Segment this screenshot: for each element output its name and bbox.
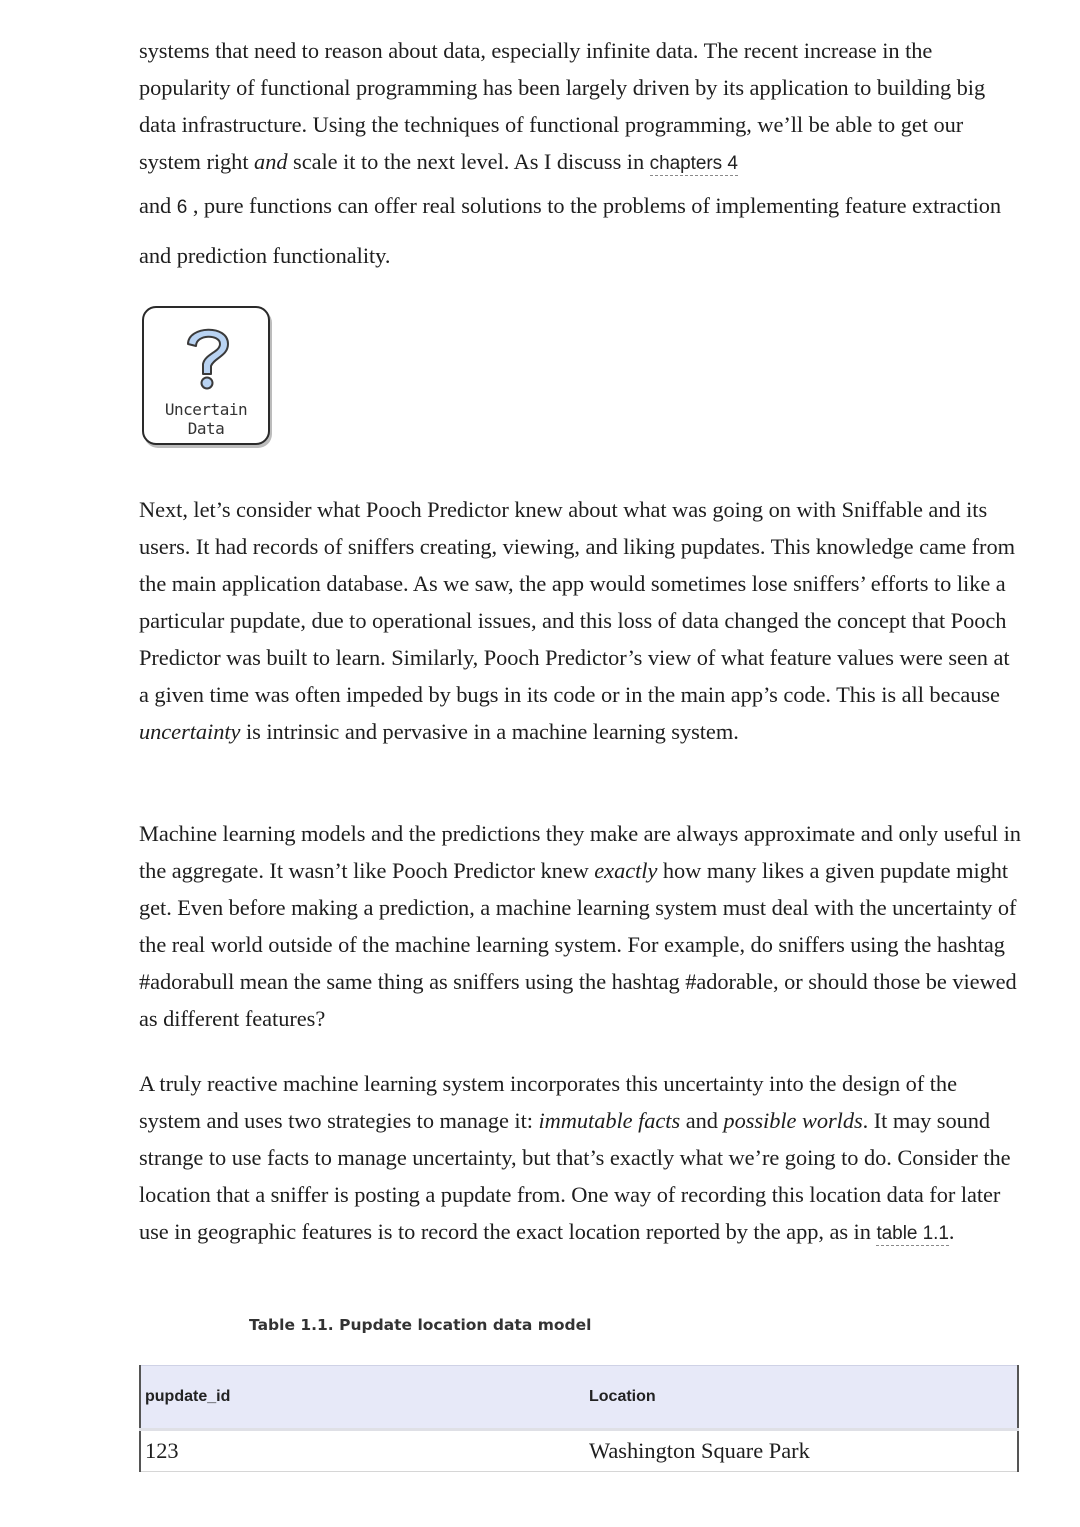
header-location: Location	[585, 1366, 1018, 1430]
emphasis: possible worlds	[723, 1108, 863, 1133]
paragraph-pooch-predictor	[139, 491, 1024, 750]
table-caption: Table 1.1. Pupdate location data model	[249, 1316, 592, 1334]
text: is intrinsic and pervasive in a machine learning system.	[240, 719, 739, 744]
table-header-row	[140, 1366, 1018, 1430]
emphasis: immutable facts	[538, 1108, 681, 1133]
emphasis: uncertainty	[139, 719, 241, 744]
text: how many likes a given pupdate might get. Even before making a prediction, a machine learning system must deal with the uncertainty of the real world outside of the machine learning system. For example, do sniffers using the hashtag #adorabull mean the same thing as sniffers using the hashtag #adorable, or should those be viewed as different features?	[139, 858, 1017, 1031]
paragraph-reactive-system	[139, 1065, 1024, 1252]
uncertain-data-callout	[142, 306, 270, 445]
pupdate-location-table	[139, 1365, 1019, 1472]
table-row	[140, 1430, 1018, 1472]
paragraph-approximate-models	[139, 815, 1024, 1037]
text: Next, let’s consider what Pooch Predictor knew about what was going on with Sniffable and its users. It had records of sniffers creating, viewing, and liking pupdates. This knowledge came from the main application database. As we saw, the app would sometimes lose sniffers’ efforts to like a particular pupdate, due to operational issues, and this loss of data changed the concept that Pooch Predictor was built to learn. Similarly, Pooch Predictor’s view of what feature values were seen at a given time was often impeded by bugs in its code or in the main app’s code. This is all because	[139, 497, 1015, 707]
cell-location: Washington Square Park	[585, 1430, 1018, 1472]
paragraph-functional-programming	[139, 32, 1024, 268]
table-1-1-link[interactable]: table 1.1	[876, 1223, 949, 1244]
text: A truly reactive machine learning system incorporates this uncertainty into the design of the system and uses two strategies to manage it:	[139, 1071, 957, 1133]
text: , pure functions can offer real solutions to the problems of implementing feature extraction and prediction functionality.	[139, 193, 1002, 268]
text: systems that need to reason about data, especially infinite data. The recent increase in the popularity of functional programming has been largely driven by its application to building big data infrastructure. Using the techniques of functional programming, we’ll be able to get our system right	[139, 38, 986, 174]
cell-pupdate-id: 123	[140, 1430, 585, 1472]
text: . It may sound strange to use facts to manage uncertainty, but that’s exactly what we’re going to do. Consider the location that a sniffer is posting a pupdate from. One way of recording this location data for later use in geographic features is to record the exact location reported by the app, as in	[139, 1108, 1011, 1244]
text: .	[948, 1219, 955, 1244]
emphasis: and	[254, 149, 288, 174]
chapters-4-link[interactable]: chapters 4	[649, 153, 738, 174]
text: and	[139, 193, 177, 218]
question-mark-icon	[178, 318, 238, 398]
header-pupdate-id: pupdate_id	[140, 1366, 585, 1430]
text: and	[680, 1108, 724, 1133]
callout-label: Uncertain Data	[164, 400, 248, 438]
chapter-6-link[interactable]: 6	[176, 197, 188, 218]
text: Machine learning models and the predictions they make are always approximate and only useful in the aggregate. It wasn’t like Pooch Predictor knew	[139, 821, 1021, 883]
text: scale it to the next level. As I discuss in	[287, 149, 650, 174]
emphasis: exactly	[594, 858, 658, 883]
